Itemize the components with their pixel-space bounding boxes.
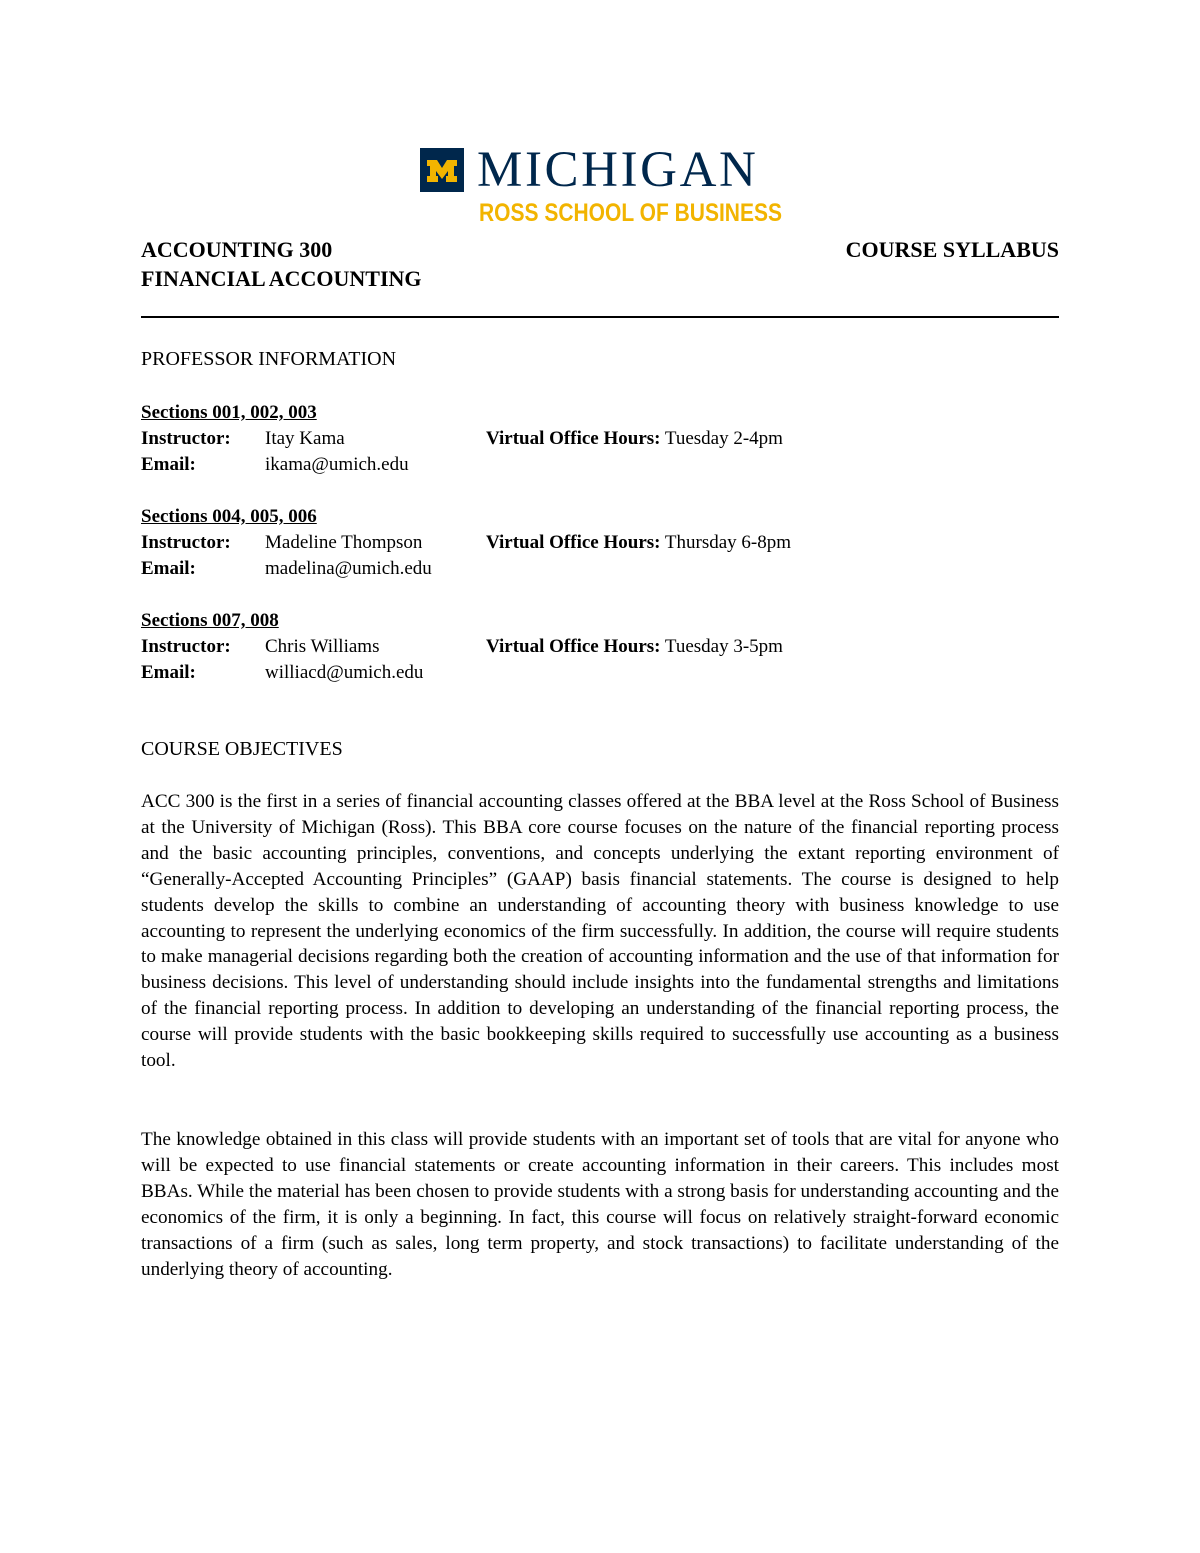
office-hours xyxy=(486,530,791,556)
office-hours-label: Virtual Office Hours: xyxy=(486,636,661,657)
email-label: Email: xyxy=(141,558,196,579)
instructor-label: Instructor: xyxy=(141,428,231,449)
instructor-label: Instructor: xyxy=(141,636,231,657)
objectives-paragraph: The knowledge obtained in this class will provide students with an important set of tools that are vital for anyone who will be expected to use financial statements or create accounting information in their careers. This includes most BBAs. While the material has been chosen to provide students with a strong basis for understanding accounting and the economics of the firm, it is only a beginning. In fact, this course will focus on relatively straight-forward economic transactions of a firm (such as sales, long term property, and stock transactions) to facilitate understanding of the underlying theory of accounting. xyxy=(141,1129,1059,1280)
section-group-title: Sections 004, 005, 006 xyxy=(141,506,317,527)
email-address: ikama@umich.edu xyxy=(265,454,409,475)
instructor-name: Itay Kama xyxy=(265,428,345,449)
header-divider xyxy=(141,316,1059,318)
email-address: madelina@umich.edu xyxy=(265,558,432,579)
office-hours xyxy=(486,634,783,660)
section-group-title: Sections 001, 002, 003 xyxy=(141,402,317,423)
office-hours xyxy=(486,426,783,452)
course-code: ACCOUNTING 300 xyxy=(141,237,333,262)
office-hours-label: Virtual Office Hours: xyxy=(486,428,661,449)
michigan-ross-logo xyxy=(420,142,783,228)
objectives-paragraph: ACC 300 is the first in a series of financial accounting classes offered at the BBA level at the Ross School of Business at the University of Michigan (Ross). This BBA core course focuses on the nature of the financial reporting process and the basic accounting principles, conventions, and concepts underlying the extant reporting environment of “Generally-Accepted Accounting Principles” (GAAP) basis financial statements. The course is designed to help students develop the skills to combine an understanding of accounting theory with business knowledge to use accounting to represent the underlying economics of the firm successfully. In addition, the course will require students to make managerial decisions regarding both the creation of accounting information and the use of that information for business decisions. This level of understanding should include insights into the fundamental strengths and limitations of the financial reporting process. In addition to developing an understanding of the financial reporting process, the course will provide students with the basic bookkeeping skills required to successfully use accounting as a business tool. xyxy=(141,791,1059,1072)
email-address: williacd@umich.edu xyxy=(265,662,424,683)
block-m-icon xyxy=(420,148,464,192)
instructor-name: Chris Williams xyxy=(265,636,380,657)
office-hours-value: Tuesday 3-5pm xyxy=(664,636,783,657)
document-type: COURSE SYLLABUS xyxy=(845,237,1059,262)
office-hours-value: Thursday 6-8pm xyxy=(664,532,792,553)
course-name: FINANCIAL ACCOUNTING xyxy=(141,266,422,291)
email-label: Email: xyxy=(141,662,196,683)
logo-subtitle: ROSS SCHOOL OF BUSINESS xyxy=(479,199,783,227)
professor-info-heading: PROFESSOR INFORMATION xyxy=(141,348,397,370)
section-group-title: Sections 007, 008 xyxy=(141,610,279,631)
instructor-label: Instructor: xyxy=(141,532,231,553)
email-label: Email: xyxy=(141,454,196,475)
logo-wordmark: MICHIGAN xyxy=(477,142,759,198)
office-hours-label: Virtual Office Hours: xyxy=(486,532,661,553)
office-hours-value: Tuesday 2-4pm xyxy=(664,428,783,449)
course-objectives-heading: COURSE OBJECTIVES xyxy=(141,738,343,760)
instructor-name: Madeline Thompson xyxy=(265,532,423,553)
